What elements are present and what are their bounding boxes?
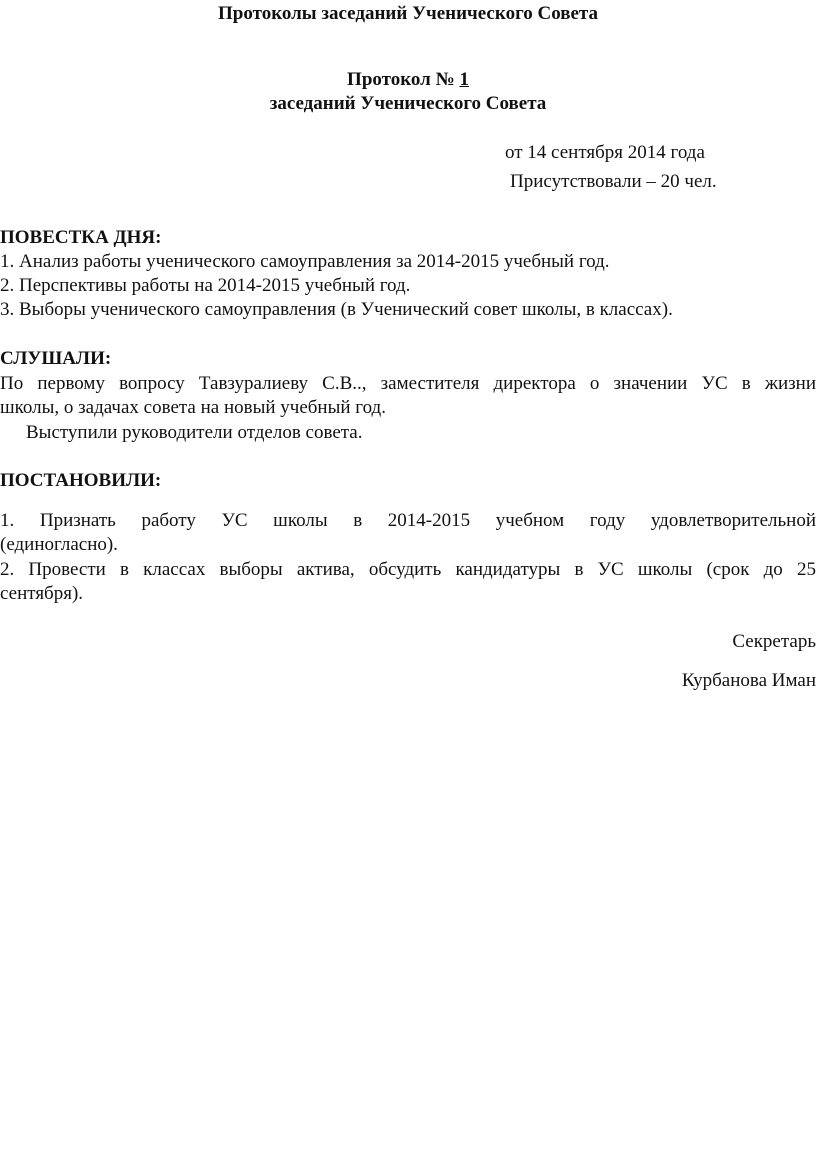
agenda-item-2: 2. Перспективы работы на 2014-2015 учебный год.	[0, 275, 411, 296]
resolved-item-1-line-2: (единогласно).	[0, 534, 118, 555]
document-title: Протоколы заседаний Ученического Совета	[218, 3, 598, 24]
protocol-number: 1	[459, 69, 469, 90]
protocol-title	[0, 68, 816, 92]
resolved-heading: ПОСТАНОВИЛИ:	[0, 470, 162, 491]
agenda-item-1: 1. Анализ работы ученического самоуправления за 2014-2015 учебный год.	[0, 251, 610, 272]
signature-name: Курбанова Иман	[681, 670, 816, 691]
agenda-item-3: 3. Выборы ученического самоуправления (в Ученический совет школы, в классах).	[0, 299, 673, 320]
protocol-prefix: Протокол №	[347, 69, 460, 90]
heard-speakers: Выступили руководители отделов совета.	[26, 422, 363, 443]
protocol-subtitle: заседаний Ученического Совета	[269, 93, 547, 114]
agenda-heading: ПОВЕСТКА ДНЯ:	[0, 227, 162, 248]
meeting-date: от 14 сентября 2014 года	[505, 142, 705, 163]
heard-text-line-1: По первому вопросу Тавзуралиеву С.В.., заместителя директора о значении УС в жизни	[0, 373, 816, 394]
heard-text-line-2: школы, о задачах совета на новый учебный год.	[0, 397, 386, 418]
signature-role: Секретарь	[732, 631, 816, 652]
resolved-item-2-line-2: сентября).	[0, 583, 84, 604]
resolved-item-2-line-1: 2. Провести в классах выборы актива, обсудить кандидатуры в УС школы (срок до 25	[0, 559, 816, 580]
resolved-item-1-line-1: 1. Признать работу УС школы в 2014-2015 учебном году удовлетворительной	[0, 510, 816, 531]
heard-heading: СЛУШАЛИ:	[0, 348, 112, 369]
attendance-count: Присутствовали – 20 чел.	[510, 171, 717, 192]
